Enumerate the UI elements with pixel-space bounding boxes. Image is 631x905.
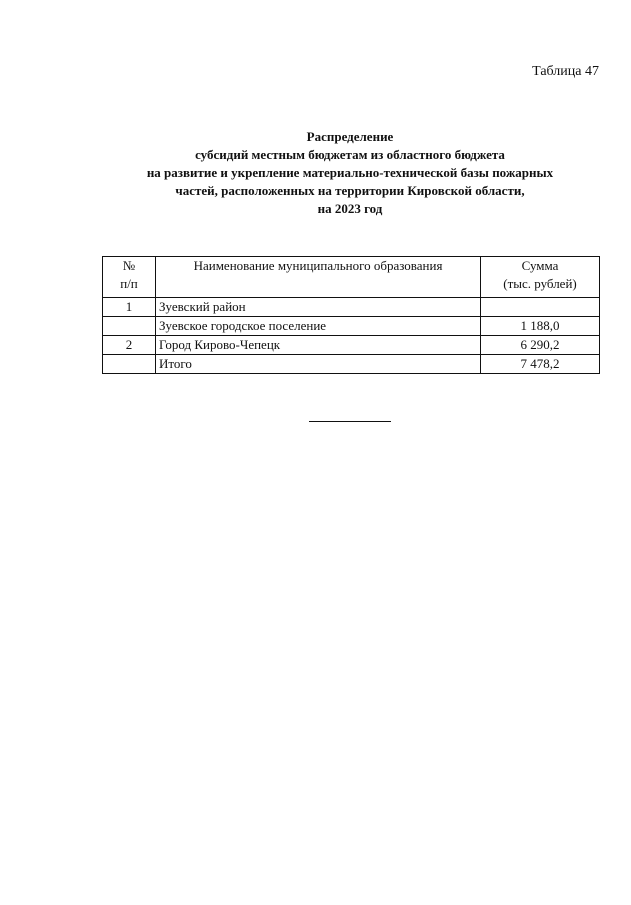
column-header-number-symbol: № <box>122 258 136 273</box>
table-row <box>103 298 600 317</box>
table-total-row <box>103 355 600 374</box>
table-row <box>103 317 600 336</box>
row-number <box>103 355 156 374</box>
title-line: на 2023 год <box>317 201 383 216</box>
title-line: частей, расположенных на территории Кировской области, <box>175 183 525 198</box>
table-number: Таблица 47 <box>532 64 599 79</box>
row-number <box>103 317 156 336</box>
footer-divider <box>309 421 391 422</box>
total-sum: 7 478,2 <box>481 355 600 374</box>
column-header-sum <box>481 257 600 298</box>
row-name: Зуевское городское поселение <box>156 317 481 336</box>
row-name: Зуевский район <box>156 298 481 317</box>
column-header-sum-label: Сумма <box>521 258 559 273</box>
total-label: Итого <box>156 355 481 374</box>
column-header-number <box>103 257 156 298</box>
row-sum <box>481 298 600 317</box>
column-header-number-abbr: п/п <box>120 276 138 291</box>
title-line: субсидий местным бюджетам из областного бюджета <box>195 147 505 162</box>
row-number: 2 <box>103 336 156 355</box>
column-header-name: Наименование муниципального образования <box>156 257 481 298</box>
column-header-sum-unit: (тыс. рублей) <box>503 276 577 291</box>
title-line: на развитие и укрепление материально-технической базы пожарных <box>146 165 554 180</box>
table-row <box>103 336 600 355</box>
row-name: Город Кирово-Чепецк <box>156 336 481 355</box>
table-header-row <box>103 257 600 298</box>
row-sum: 6 290,2 <box>481 336 600 355</box>
row-sum: 1 188,0 <box>481 317 600 336</box>
subsidy-table <box>102 256 600 374</box>
title-line: Распределение <box>306 129 394 144</box>
document-title <box>100 128 600 218</box>
row-number: 1 <box>103 298 156 317</box>
